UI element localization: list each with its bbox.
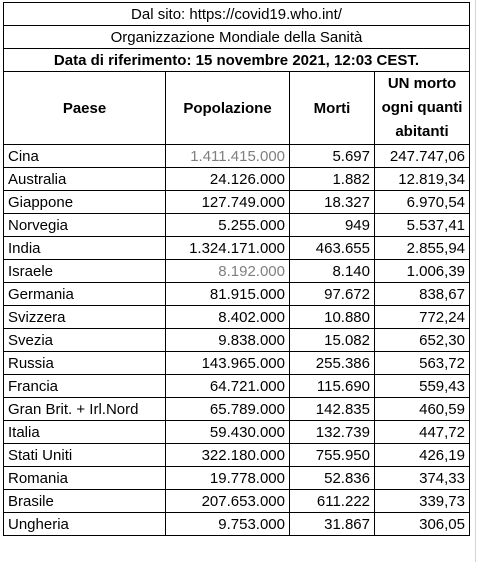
cell-country[interactable]: Svizzera bbox=[4, 306, 166, 329]
cell-population[interactable]: 207.653.000 bbox=[166, 490, 290, 513]
table-row bbox=[4, 306, 470, 329]
table-row bbox=[4, 214, 470, 237]
cell-ratio[interactable]: 374,33 bbox=[375, 467, 470, 490]
header-ratio-line: ogni quanti bbox=[381, 99, 463, 116]
table-row bbox=[4, 260, 470, 283]
header-ratio-line: abitanti bbox=[395, 123, 449, 140]
cell-population[interactable]: 24.126.000 bbox=[166, 168, 290, 191]
table-row bbox=[4, 329, 470, 352]
cell-population[interactable]: 9.753.000 bbox=[166, 513, 290, 536]
header-ratio-line: UN morto bbox=[387, 75, 457, 92]
reference-date-cell[interactable]: Data di riferimento: 15 novembre 2021, 12:03 CEST. bbox=[4, 49, 470, 72]
cell-country[interactable]: Israele bbox=[4, 260, 166, 283]
cell-deaths[interactable]: 115.690 bbox=[290, 375, 375, 398]
cell-country[interactable]: Stati Uniti bbox=[4, 444, 166, 467]
cell-population[interactable]: 8.402.000 bbox=[166, 306, 290, 329]
cell-population[interactable]: 64.721.000 bbox=[166, 375, 290, 398]
cell-country[interactable]: Australia bbox=[4, 168, 166, 191]
cell-ratio[interactable]: 306,05 bbox=[375, 513, 470, 536]
cell-ratio[interactable]: 12.819,34 bbox=[375, 168, 470, 191]
cell-deaths[interactable]: 97.672 bbox=[290, 283, 375, 306]
cell-country[interactable]: Svezia bbox=[4, 329, 166, 352]
cell-country[interactable]: Gran Brit. + Irl.Nord bbox=[4, 398, 166, 421]
cell-deaths[interactable]: 463.655 bbox=[290, 237, 375, 260]
cell-ratio[interactable]: 339,73 bbox=[375, 490, 470, 513]
cell-country[interactable]: Germania bbox=[4, 283, 166, 306]
table-row bbox=[4, 444, 470, 467]
cell-ratio[interactable]: 447,72 bbox=[375, 421, 470, 444]
cell-country[interactable]: Romania bbox=[4, 467, 166, 490]
cell-ratio[interactable]: 1.006,39 bbox=[375, 260, 470, 283]
header-ratio[interactable] bbox=[375, 72, 470, 145]
table-row bbox=[4, 237, 470, 260]
column-gridline bbox=[475, 0, 476, 562]
cell-population[interactable]: 322.180.000 bbox=[166, 444, 290, 467]
cell-country[interactable]: Brasile bbox=[4, 490, 166, 513]
cell-population[interactable]: 5.255.000 bbox=[166, 214, 290, 237]
cell-deaths[interactable]: 142.835 bbox=[290, 398, 375, 421]
covid-table bbox=[3, 2, 470, 536]
cell-population[interactable]: 59.430.000 bbox=[166, 421, 290, 444]
header-country[interactable]: Paese bbox=[4, 72, 166, 145]
table-row bbox=[4, 490, 470, 513]
cell-ratio[interactable]: 838,67 bbox=[375, 283, 470, 306]
cell-country[interactable]: Cina bbox=[4, 145, 166, 168]
header-population[interactable]: Popolazione bbox=[166, 72, 290, 145]
cell-country[interactable]: Russia bbox=[4, 352, 166, 375]
cell-deaths[interactable]: 18.327 bbox=[290, 191, 375, 214]
cell-population[interactable]: 143.965.000 bbox=[166, 352, 290, 375]
cell-country[interactable]: Francia bbox=[4, 375, 166, 398]
cell-population[interactable]: 81.915.000 bbox=[166, 283, 290, 306]
cell-country[interactable]: India bbox=[4, 237, 166, 260]
cell-country[interactable]: Norvegia bbox=[4, 214, 166, 237]
cell-population[interactable]: 127.749.000 bbox=[166, 191, 290, 214]
cell-ratio[interactable]: 247.747,06 bbox=[375, 145, 470, 168]
cell-population[interactable]: 1.324.171.000 bbox=[166, 237, 290, 260]
cell-ratio[interactable]: 460,59 bbox=[375, 398, 470, 421]
cell-country[interactable]: Ungheria bbox=[4, 513, 166, 536]
table-row bbox=[4, 168, 470, 191]
cell-population[interactable]: 1.411.415.000 bbox=[166, 145, 290, 168]
cell-deaths[interactable]: 755.950 bbox=[290, 444, 375, 467]
table-row bbox=[4, 191, 470, 214]
table-row bbox=[4, 352, 470, 375]
cell-deaths[interactable]: 132.739 bbox=[290, 421, 375, 444]
table-row bbox=[4, 145, 470, 168]
table-row bbox=[4, 513, 470, 536]
cell-ratio[interactable]: 6.970,54 bbox=[375, 191, 470, 214]
cell-deaths[interactable]: 52.836 bbox=[290, 467, 375, 490]
cell-deaths[interactable]: 949 bbox=[290, 214, 375, 237]
cell-country[interactable]: Italia bbox=[4, 421, 166, 444]
cell-population[interactable]: 9.838.000 bbox=[166, 329, 290, 352]
cell-ratio[interactable]: 772,24 bbox=[375, 306, 470, 329]
table-row bbox=[4, 467, 470, 490]
table-row bbox=[4, 421, 470, 444]
cell-deaths[interactable]: 8.140 bbox=[290, 260, 375, 283]
source-cell[interactable]: Dal sito: https://covid19.who.int/ bbox=[4, 3, 470, 26]
cell-deaths[interactable]: 5.697 bbox=[290, 145, 375, 168]
cell-deaths[interactable]: 611.222 bbox=[290, 490, 375, 513]
cell-population[interactable]: 65.789.000 bbox=[166, 398, 290, 421]
cell-deaths[interactable]: 255.386 bbox=[290, 352, 375, 375]
cell-population[interactable]: 8.192.000 bbox=[166, 260, 290, 283]
cell-ratio[interactable]: 559,43 bbox=[375, 375, 470, 398]
table-row bbox=[4, 398, 470, 421]
cell-deaths[interactable]: 15.082 bbox=[290, 329, 375, 352]
cell-ratio[interactable]: 563,72 bbox=[375, 352, 470, 375]
table-row bbox=[4, 375, 470, 398]
table-row bbox=[4, 283, 470, 306]
organization-cell[interactable]: Organizzazione Mondiale della Sanità bbox=[4, 26, 470, 49]
cell-population[interactable]: 19.778.000 bbox=[166, 467, 290, 490]
cell-ratio[interactable]: 5.537,41 bbox=[375, 214, 470, 237]
cell-deaths[interactable]: 31.867 bbox=[290, 513, 375, 536]
cell-ratio[interactable]: 426,19 bbox=[375, 444, 470, 467]
column-header-row bbox=[4, 72, 470, 145]
header-deaths[interactable]: Morti bbox=[290, 72, 375, 145]
cell-ratio[interactable]: 2.855,94 bbox=[375, 237, 470, 260]
cell-country[interactable]: Giappone bbox=[4, 191, 166, 214]
cell-ratio[interactable]: 652,30 bbox=[375, 329, 470, 352]
cell-deaths[interactable]: 10.880 bbox=[290, 306, 375, 329]
cell-deaths[interactable]: 1.882 bbox=[290, 168, 375, 191]
